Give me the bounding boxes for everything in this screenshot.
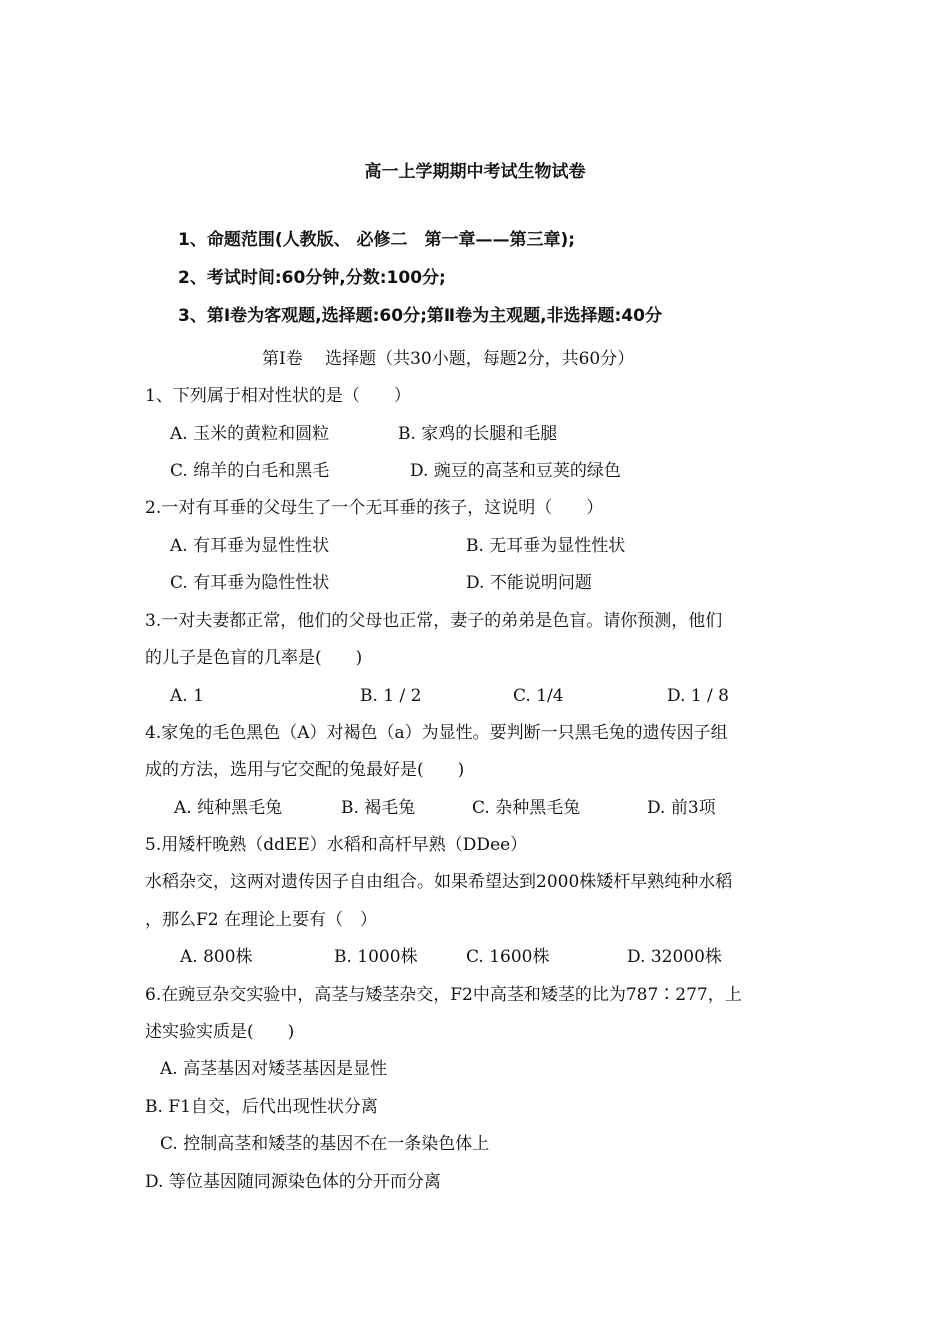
q5-option-a: A. 800株 bbox=[180, 947, 253, 967]
q3-option-b: B. 1 / 2 bbox=[360, 686, 422, 706]
q1-option-d: D. 豌豆的高茎和豆荚的绿色 bbox=[410, 461, 621, 481]
q2-option-d: D. 不能说明问题 bbox=[466, 573, 592, 593]
q5-stem-line-2: 水稻杂交，这两对遗传因子自由组合。如果希望达到2000株矮杆早熟纯种水稻 bbox=[145, 872, 733, 892]
q3-option-d: D. 1 / 8 bbox=[667, 686, 729, 706]
q3-option-a: A. 1 bbox=[170, 686, 204, 706]
q6-stem-line-2: 述实验实质是( ) bbox=[145, 1022, 295, 1042]
note-1: 1、命题范围(人教版、 必修二 第一章——第三章); bbox=[178, 230, 576, 250]
note-3: 3、第Ⅰ卷为客观题,选择题:60分;第Ⅱ卷为主观题,非选择题:40分 bbox=[178, 306, 662, 326]
q4-option-a: A. 纯种黑毛兔 bbox=[174, 798, 283, 818]
q4-option-b: B. 褐毛兔 bbox=[341, 798, 416, 818]
q1-option-b: B. 家鸡的长腿和毛腿 bbox=[398, 424, 558, 444]
q2-stem: 2.一对有耳垂的父母生了一个无耳垂的孩子，这说明（ ） bbox=[145, 498, 604, 518]
q1-stem: 1、下列属于相对性状的是（ ） bbox=[145, 386, 411, 406]
q1-option-a: A. 玉米的黄粒和圆粒 bbox=[170, 424, 330, 444]
q3-option-c: C. 1/4 bbox=[513, 686, 564, 706]
q3-stem-line-2: 的儿子是色盲的几率是( ) bbox=[145, 648, 363, 668]
q6-stem-line-1: 6.在豌豆杂交实验中，高茎与矮茎杂交，F2中高茎和矮茎的比为787∶277，上 bbox=[145, 985, 742, 1005]
q6-option-a: A. 高茎基因对矮茎基因是显性 bbox=[160, 1059, 388, 1079]
note-2: 2、考试时间:60分钟,分数:100分; bbox=[178, 268, 446, 288]
q4-stem-line-1: 4.家兔的毛色黑色（A）对褐色（a）为显性。要判断一只黑毛兔的遗传因子组 bbox=[145, 723, 728, 743]
q4-option-c: C. 杂种黑毛兔 bbox=[472, 798, 581, 818]
q3-stem-line-1: 3.一对夫妻都正常，他们的父母也正常，妻子的弟弟是色盲。请你预测，他们 bbox=[145, 611, 723, 631]
q6-option-c: C. 控制高茎和矮茎的基因不在一条染色体上 bbox=[160, 1134, 490, 1154]
q2-option-c: C. 有耳垂为隐性性状 bbox=[170, 573, 330, 593]
q6-option-d: D. 等位基因随同源染色体的分开而分离 bbox=[145, 1172, 441, 1192]
q6-option-b: B. F1自交，后代出现性状分离 bbox=[145, 1097, 378, 1117]
section-header: 第Ⅰ卷 选择题（共30小题，每题2分，共60分） bbox=[262, 349, 635, 369]
q4-option-d: D. 前3项 bbox=[647, 798, 716, 818]
q2-option-b: B. 无耳垂为显性性状 bbox=[466, 536, 626, 556]
q5-option-c: C. 1600株 bbox=[466, 947, 550, 967]
q5-option-b: B. 1000株 bbox=[334, 947, 418, 967]
page-title: 高一上学期期中考试生物试卷 bbox=[364, 162, 586, 182]
q5-option-d: D. 32000株 bbox=[627, 947, 722, 967]
q2-option-a: A. 有耳垂为显性性状 bbox=[170, 536, 330, 556]
q5-stem-line-1: 5.用矮杆晚熟（ddEE）水稻和高杆早熟（DDee） bbox=[145, 835, 528, 855]
q4-stem-line-2: 成的方法，选用与它交配的兔最好是( ) bbox=[145, 760, 465, 780]
q5-stem-line-3: ，那么F2 在理论上要有（ ） bbox=[145, 910, 378, 930]
q1-option-c: C. 绵羊的白毛和黑毛 bbox=[170, 461, 330, 481]
